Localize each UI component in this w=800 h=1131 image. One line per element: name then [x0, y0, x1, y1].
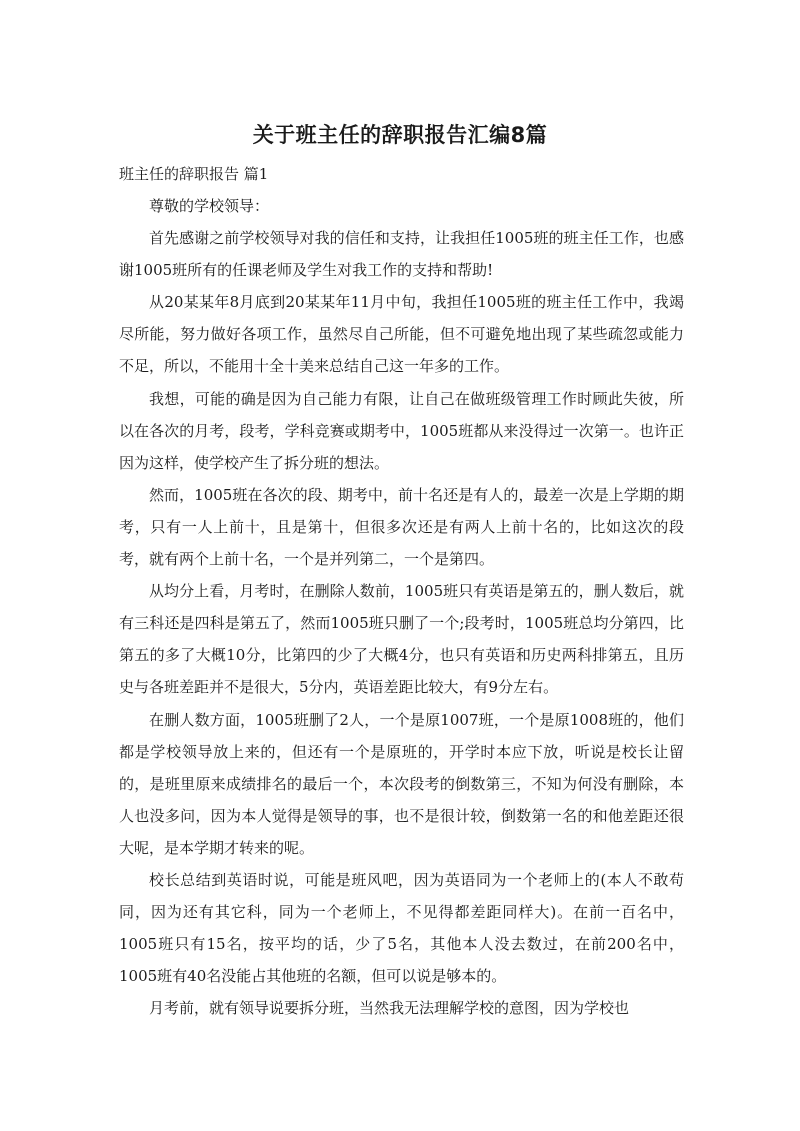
paragraph: 然而，1005班在各次的段、期考中，前十名还是有人的，最差一次是上学期的期考，只有一人上前十，且是第十，但很多次还是有两人上前十名的，比如这次的段考，就有两个上前十名，一个是并列第二，一个是第四。 [119, 485, 684, 569]
section-heading: 班主任的辞职报告 篇1 [119, 165, 269, 183]
paragraph: 校长总结到英语时说，可能是班风吧，因为英语同为一个老师上的(本人不敢苟同，因为还有其它科，同为一个老师上，不见得都差距同样大)。在前一百名中，1005班只有15名，按平均的话，少了5名，其他本人没去数过，在前200名中，1005班有40名没能占其他班的名额，但可以说是够本的。 [119, 870, 684, 986]
paragraph: 月考前，就有领导说要拆分班，当然我无法理解学校的意图，因为学校也 [149, 999, 630, 1018]
salutation: 尊敬的学校领导： [149, 197, 270, 215]
paragraph: 我想，可能的确是因为自己能力有限，让自己在做班级管理工作时顾此失彼，所以在各次的月考，段考，学科竞赛或期考中，1005班都从来没得过一次第一。也许正因为这样，使学校产生了拆分班的想法。 [119, 389, 684, 472]
paragraph: 首先感谢之前学校领导对我的信任和支持，让我担任1005班的班主任工作，也感谢1005班所有的任课老师及学生对我工作的支持和帮助! [119, 229, 684, 280]
paragraph: 从均分上看，月考时，在删除人数前，1005班只有英语是第五的，删人数后，就有三科还是四科是第五了，然而1005班只删了一个;段考时，1005班总均分第四，比第五的多了大概10分，比第四的少了大概4分，也只有英语和历史两科排第五，且历史与各班差距并不是很大，5分内，英语差距比较大，有9分左右。 [119, 582, 684, 697]
paragraph: 在删人数方面，1005班删了2人，一个是原1007班，一个是原1008班的，他们都是学校领导放上来的，但还有一个是原班的，开学时本应下放，听说是校长让留的，是班里原来成绩排名的最后一个，本次段考的倒数第三，不知为何没有删除，本人也没多问，因为本人觉得是领导的事，也不是很计较，倒数第一名的和他差距还很大呢，是本学期才转来的呢。 [119, 710, 684, 857]
document-title: 关于班主任的辞职报告汇编8篇 [252, 123, 548, 147]
paragraph: 从20某某年8月底到20某某年11月中旬，我担任1005班的班主任工作中，我竭尽所能，努力做好各项工作，虽然尽自己所能，但不可避免地出现了某些疏忽或能力不足，所以，不能用十全十美来总结自己这一年多的工作。 [119, 293, 684, 376]
document-body [119, 190, 684, 1024]
